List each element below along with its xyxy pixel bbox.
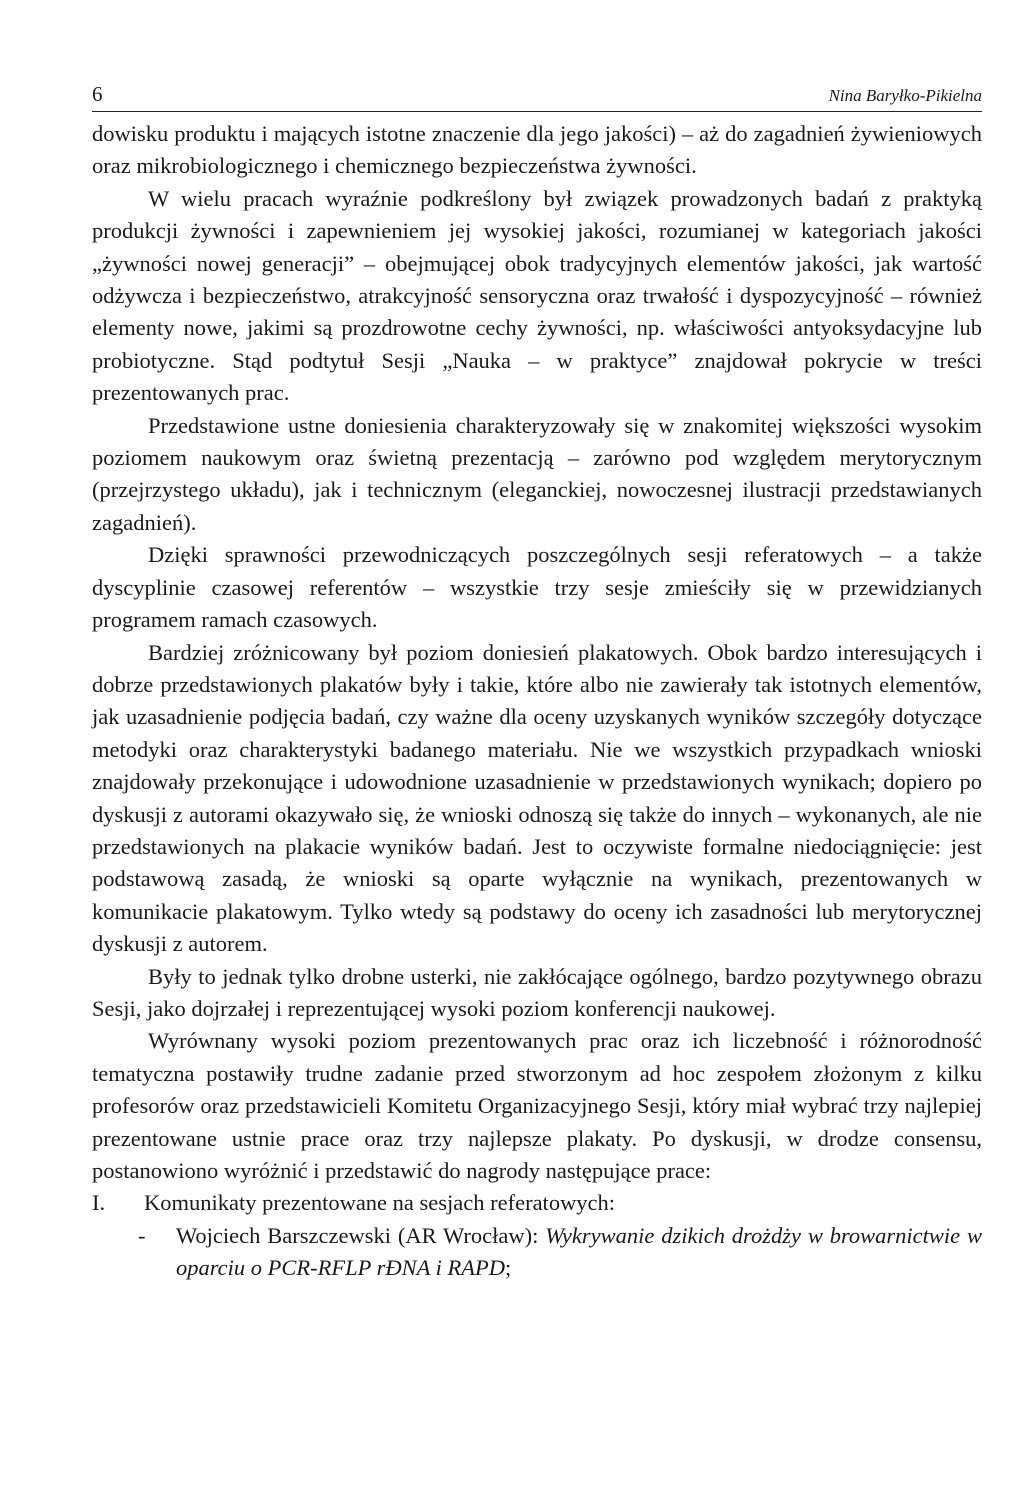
list-item-author: Wojciech Barszczewski (AR Wrocław):	[176, 1222, 546, 1248]
running-head: Nina Baryłko-Pikielna	[828, 86, 982, 105]
paragraph-continued: dowisku produktu i mających istotne znaczenie dla jego jakości) – aż do zagadnień żywieniowych oraz mikrobiologicznego i chemicznego bezpieczeństwa żywności.	[92, 121, 982, 179]
body-text	[92, 118, 982, 1285]
paragraph: W wielu pracach wyraźnie podkreślony był związek prowadzonych badań z praktyką produkcji żywności i zapewnieniem jej wysokiej jakości, rozumianej w kategoriach jakości „żywności nowej generacji” – obejmującej obok tradycyjnych elementów jakości, jak wartość odżywcza i bezpieczeństwo, atrakcyjność sensoryczna oraz trwałość i dyspozycyjność – również elementy nowe, jakimi są prozdrowotne cechy żywności, np. właściwości antyoksydacyjne lub probiotyczne. Stąd podtytuł Sesji „Nauka – w praktyce” znajdował pokrycie w treści prezentowanych prac.	[92, 185, 982, 406]
page-header	[92, 82, 982, 112]
list-item-content	[176, 1220, 982, 1285]
paragraph: Przedstawione ustne doniesienia charakteryzowały się w znakomitej większości wysokim poziomem naukowym oraz świetną prezentacją – zarówno pod względem merytorycznym (przejrzystego układu), jak i technicznym (eleganckiej, nowoczesnej ilustracji przedstawianych zagadnień).	[92, 412, 982, 535]
list-marker: I.	[92, 1190, 106, 1216]
paragraph: Dzięki sprawności przewodniczących poszczególnych sesji referatowych – a także dyscyplinie czasowej referentów – wszystkie trzy sesje zmieściły się w przewidzianych programem ramach czasowych.	[92, 542, 982, 633]
list-item-dash: -	[138, 1222, 146, 1248]
paragraph: Bardziej zróżnicowany był poziom doniesień plakatowych. Obok bardzo interesujących i dobrze przedstawionych plakatów były i takie, które albo nie zawierały tak istotnych elementów, jak uzasadnienie podjęcia badań, czy ważne dla oceny uzyskanych wyników szczegóły dotyczące metodyki oraz charakterystyki badanego materiału. Nie we wszystkich przypadkach wnioski znajdowały przekonujące i udowodnione uzasadnienie w przedstawionych wynikach; dopiero po dyskusji z autorami okazywało się, że wnioski odnoszą się także do innych – wykonanych, ale nie przedstawionych na plakacie wyników badań. Jest to oczywiste formalne niedociągnięcie: jest podstawową zasadą, że wnioski są oparte wyłącznie na wynikach, prezentowanych w komunikacie plakatowym. Tylko wtedy są podstawy do oceny ich zasadności lub merytorycznej dyskusji z autorem.	[92, 639, 982, 957]
page-number: 6	[92, 82, 103, 106]
paragraph: Wyrównany wysoki poziom prezentowanych prac oraz ich liczebność i różnorodność tematyczna postawiły trudne zadanie przed stworzonym ad hoc zespołem złożonym z kilku profesorów oraz przedstawicieli Komitetu Organizacyjnego Sesji, który miał wybrać trzy najlepiej prezentowane ustnie prace oraz trzy najlepsze plakaty. Po dyskusji, w drodze consensu, postanowiono wyróżnić i przedstawić do nagrody następujące prace:	[92, 1028, 982, 1183]
list-heading	[92, 1187, 982, 1219]
paragraph: Były to jednak tylko drobne usterki, nie zakłócające ogólnego, bardzo pozytywnego obrazu Sesji, jako dojrzałej i reprezentującej wysoki poziom konferencji naukowej.	[92, 963, 982, 1021]
list-item	[92, 1220, 982, 1285]
list-item-title: Wykrywanie dzikich drożdży w browarnictwie w oparciu o PCR-RFLP rĐNA i RAPD	[176, 1222, 982, 1281]
list-item-suffix: ;	[504, 1255, 512, 1281]
list-heading-text: Komunikaty prezentowane na sesjach referatowych:	[144, 1190, 616, 1216]
